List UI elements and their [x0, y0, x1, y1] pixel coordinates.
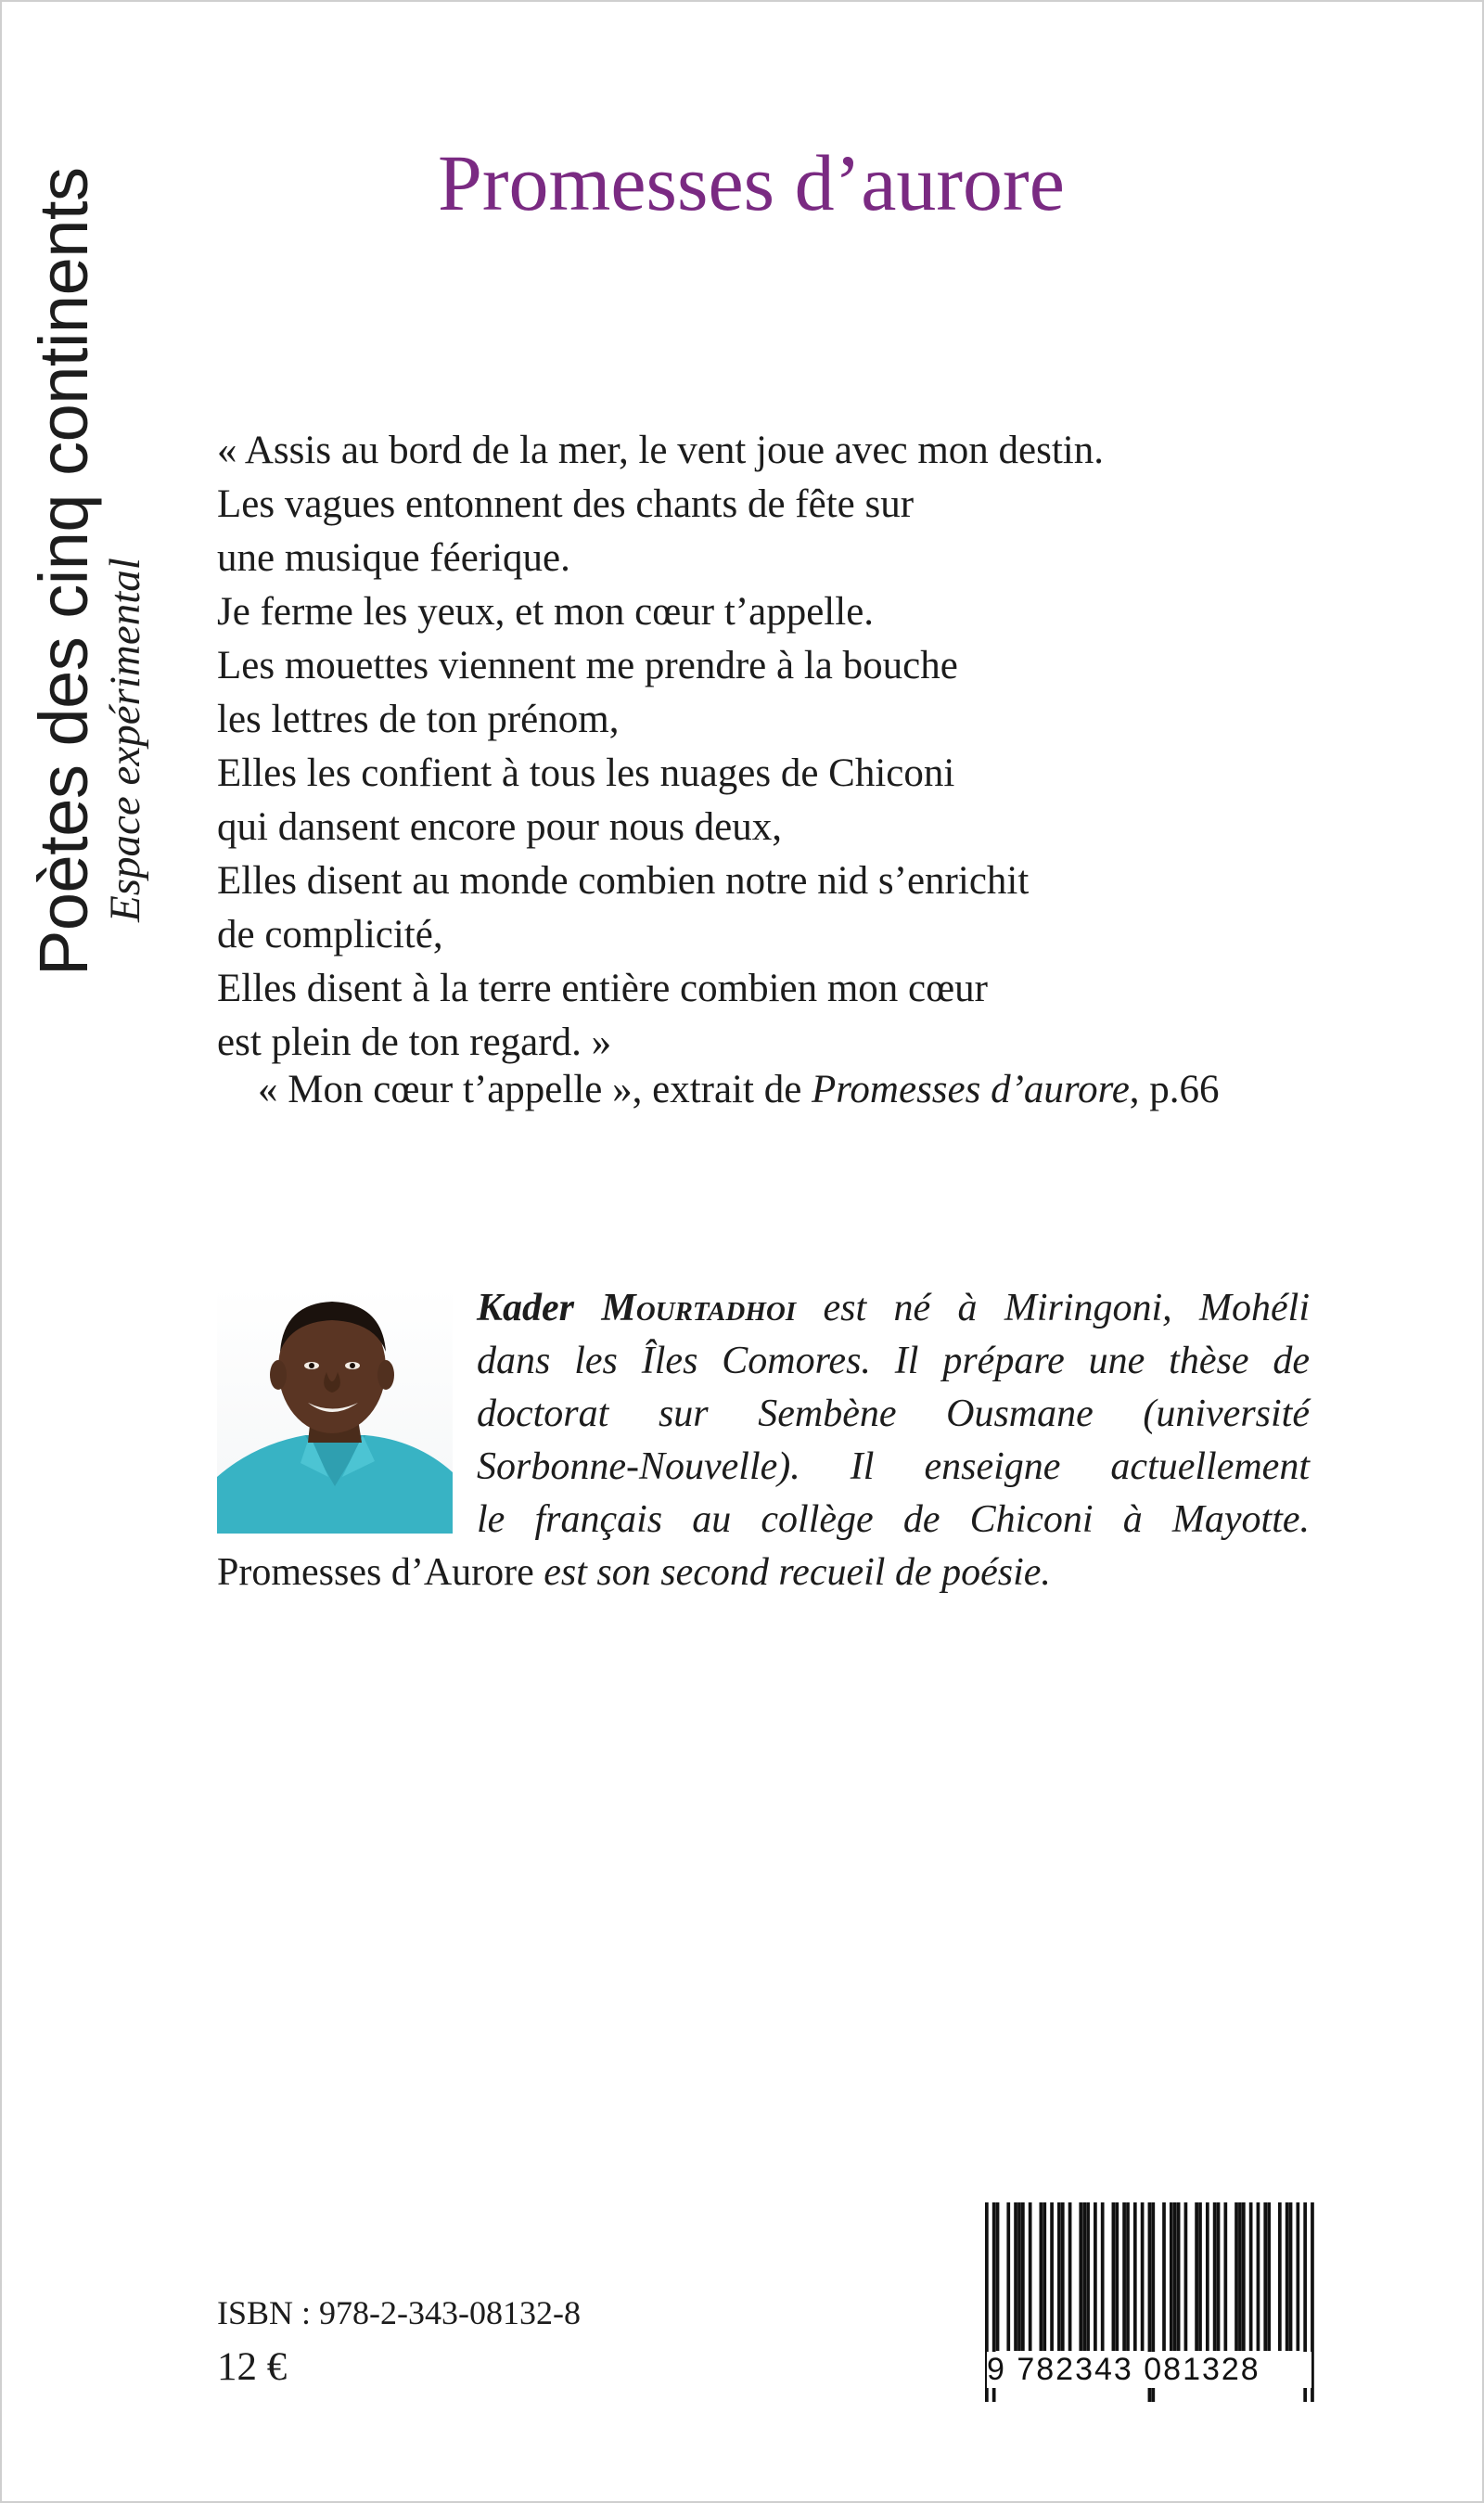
author-biography: [217, 1282, 1310, 1599]
barcode-bar: [1133, 2202, 1137, 2351]
poem-line: les lettres de ton prénom,: [217, 698, 620, 741]
barcode-bar: [1141, 2202, 1145, 2351]
poem-line: Elles disent au monde combien notre nid s’enrichit: [217, 859, 1030, 903]
barcode-bar: [1177, 2202, 1181, 2351]
barcode-bar: [1289, 2202, 1293, 2351]
barcode-bar: [1198, 2202, 1202, 2351]
barcode-bar: [1267, 2202, 1271, 2351]
poem-line: est plein de ton regard. »: [217, 1020, 612, 1064]
barcode-bar: [1040, 2202, 1043, 2351]
poem-line: qui dansent encore pour nous deux,: [217, 805, 783, 849]
barcode-bar: [1257, 2202, 1260, 2351]
bio-line: [477, 1282, 1310, 1335]
barcode-bar: [1238, 2202, 1242, 2351]
barcode-bar: [1112, 2202, 1116, 2351]
barcode-bar: [1162, 2202, 1166, 2351]
barcode-bar: [1006, 2202, 1010, 2351]
poem-line: Je ferme les yeux, et mon cœur t’appelle.: [217, 590, 875, 634]
bio-line: le français au collège de Chiconi à Mayotte.: [477, 1498, 1310, 1541]
poem-line: Les vagues entonnent des chants de fête sur: [217, 482, 915, 526]
bio-line: [217, 1547, 1310, 1599]
bio-text: est son second recueil de poésie.: [533, 1551, 1051, 1594]
barcode-bar: [1296, 2202, 1299, 2351]
bio-text: est né à Miringoni, Mohéli: [796, 1287, 1310, 1329]
series-title: Poètes des cinq continents: [25, 167, 102, 976]
poem-line: Elles les confient à tous les nuages de Chiconi: [217, 751, 955, 795]
barcode-bar: [1043, 2202, 1046, 2351]
barcode-bar: [1217, 2202, 1221, 2351]
bio-line: doctorat sur Sembène Ousmane (université: [477, 1393, 1310, 1435]
barcode-bar: [1079, 2202, 1082, 2351]
barcode-bar: [1170, 2202, 1173, 2351]
poem-line: Les mouettes viennent me prendre à la bouche: [217, 644, 958, 687]
barcode-bar: [1061, 2202, 1065, 2351]
barcode-bar: [1017, 2202, 1021, 2351]
barcode-bar: [1086, 2202, 1090, 2351]
author-first-name: Kader: [477, 1287, 574, 1329]
barcode-bar: [1101, 2202, 1105, 2351]
barcode-bar: [1206, 2202, 1209, 2351]
barcode-bar: [996, 2202, 1000, 2351]
credit-prefix: « Mon cœur t’appelle », extrait de: [258, 1068, 812, 1111]
barcode-bar: [1263, 2202, 1267, 2351]
barcode-bar: [1126, 2202, 1130, 2351]
bio-line: dans les Îles Comores. Il prépare une thèse de: [477, 1340, 1310, 1382]
poem-line: de complicité,: [217, 913, 443, 956]
barcode-bar: [1286, 2202, 1289, 2351]
book-title: Promesses d’aurore: [438, 138, 1065, 227]
bio-line: Sorbonne-Nouvelle). Il enseigne actuellement: [477, 1445, 1310, 1488]
barcode-bar: [1242, 2202, 1246, 2351]
poem-line: « Assis au bord de la mer, le vent joue avec mon destin.: [217, 429, 1104, 472]
barcode-bar: [1029, 2202, 1032, 2351]
barcode-bar: [1249, 2202, 1253, 2351]
barcode-number: 9 782343 081328: [987, 2352, 1311, 2388]
series-banner: [19, 141, 204, 976]
barcode-bar: [1223, 2202, 1227, 2351]
barcode-bar: [1195, 2202, 1198, 2351]
barcode-bar: [1050, 2202, 1054, 2351]
price: 12 €: [217, 2345, 288, 2389]
series-subtitle: Espace expérimental: [101, 558, 149, 922]
barcode-bar: [1173, 2202, 1177, 2351]
bio-book-title: Promesses d’Aurore: [217, 1551, 534, 1594]
barcode-bar: [1068, 2202, 1072, 2351]
barcode-bar: [1057, 2202, 1061, 2351]
barcode-bar: [1014, 2202, 1017, 2351]
poem-excerpt: [217, 424, 1330, 1070]
barcode-bar: [1082, 2202, 1086, 2351]
excerpt-credit: [258, 1067, 1220, 1112]
poem-line: une musique féerique.: [217, 536, 570, 580]
credit-suffix: , p.66: [1129, 1068, 1220, 1111]
barcode-bar: [1278, 2202, 1282, 2351]
barcode-bar: [1184, 2202, 1188, 2351]
author-last-name: Mourtadhoi: [601, 1287, 797, 1329]
barcode-bar: [1115, 2202, 1119, 2351]
barcode-bar: [1213, 2202, 1217, 2351]
barcode-bar: [1094, 2202, 1097, 2351]
isbn: ISBN : 978-2-343-08132-8: [217, 2294, 581, 2331]
credit-book-title: Promesses d’aurore: [812, 1068, 1130, 1111]
barcode-bar: [1235, 2202, 1238, 2351]
barcode-bar: [1021, 2202, 1025, 2351]
barcode-bar: [1122, 2202, 1126, 2351]
poem-line: Elles disent à la terre entière combien mon cœur: [217, 967, 989, 1010]
